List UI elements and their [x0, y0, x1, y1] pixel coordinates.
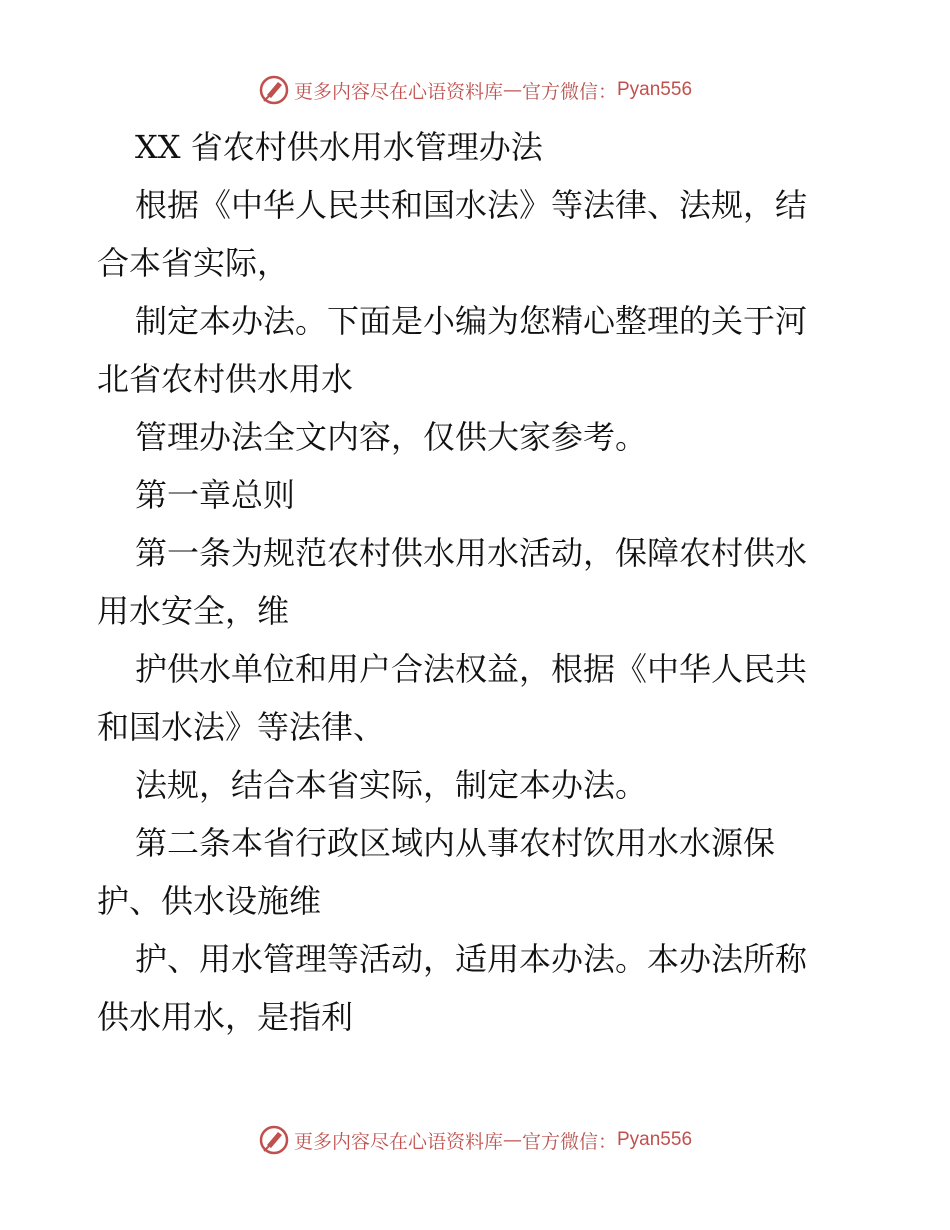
paragraph-line: 法规，结合本省实际，制定本办法。	[135, 766, 648, 804]
logo-icon	[258, 1124, 290, 1156]
paragraph-line: 护、用水管理等活动，适用本办法。本办法所称	[135, 940, 808, 978]
paragraph-line: 根据《中华人民共和国水法》等法律、法规，结	[135, 186, 808, 224]
watermark-main-text: 更多内容尽在心语资料库	[293, 1130, 503, 1153]
paragraph-line: 供水用水，是指利	[97, 998, 354, 1036]
watermark-main-text: 更多内容尽在心语资料库	[293, 80, 503, 103]
paragraph-line: 护、供水设施维	[97, 882, 322, 920]
document-title: XX 省农村供水用水管理办法	[135, 128, 543, 166]
paragraph-line: 第一条为规范农村供水用水活动，保障农村供水	[135, 534, 808, 572]
watermark-sub-text: 官方微信：	[521, 80, 617, 103]
logo-icon	[258, 74, 290, 106]
watermark-dash: —	[502, 79, 522, 101]
watermark-id: Pyan556	[617, 1129, 693, 1150]
paragraph-line: 用水安全，维	[97, 592, 290, 630]
paragraph-line: 护供水单位和用户合法权益，根据《中华人民共	[135, 650, 808, 688]
paragraph-line: 管理办法全文内容，仅供大家参考。	[135, 418, 648, 456]
watermark-dash: —	[502, 1129, 522, 1151]
chapter-heading: 第一章总则	[135, 476, 296, 514]
paragraph-line: 北省农村供水用水	[97, 360, 354, 398]
paragraph-line: 和国水法》等法律、	[97, 708, 386, 746]
paragraph-line: 第二条本省行政区域内从事农村饮用水水源保	[135, 824, 776, 862]
paragraph-line: 合本省实际，	[97, 244, 290, 282]
footer-watermark	[0, 1120, 950, 1160]
header-watermark	[0, 70, 950, 110]
paragraph-line: 制定本办法。下面是小编为您精心整理的关于河	[135, 302, 808, 340]
watermark-sub-text: 官方微信：	[521, 1130, 617, 1153]
document-body	[97, 118, 857, 1046]
watermark-id: Pyan556	[617, 79, 693, 100]
